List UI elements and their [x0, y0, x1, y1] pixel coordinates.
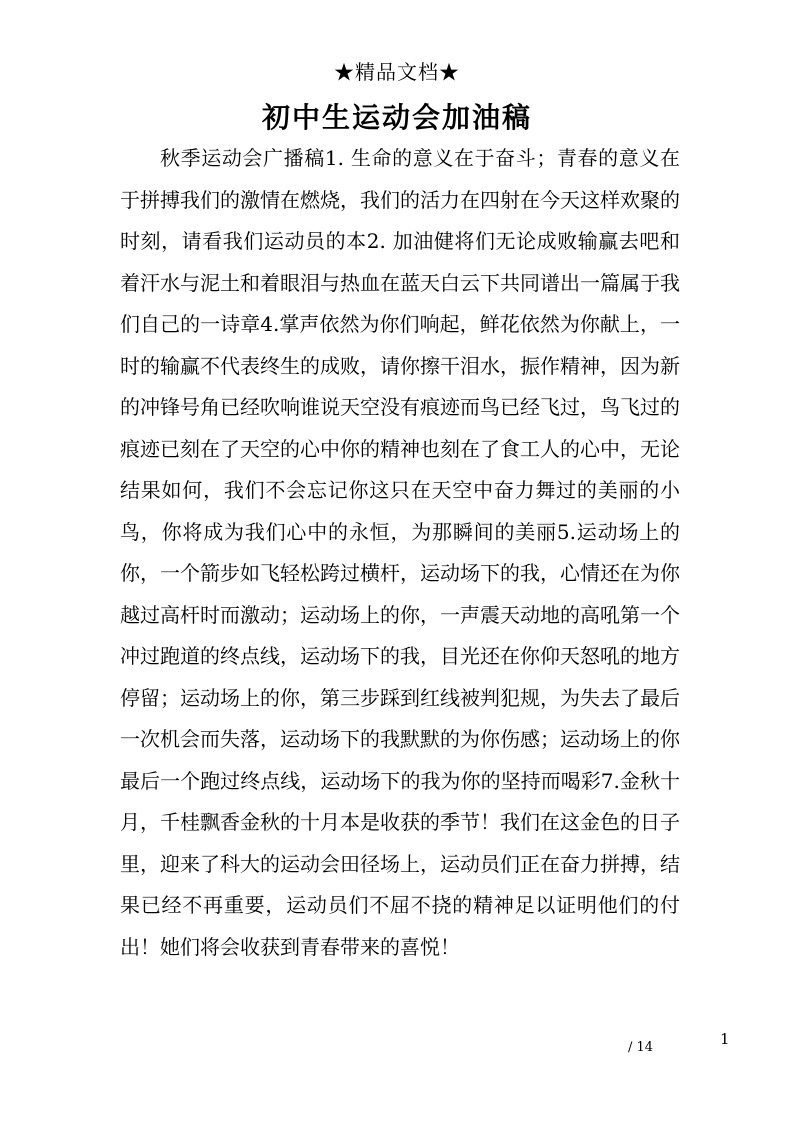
page-total: / 14 — [628, 1040, 654, 1055]
header-mark: ★精品文档★ — [334, 60, 460, 84]
document-body: 秋季运动会广播稿1. 生命的意义在于奋斗；青春的意义在于拼搏我们的激情在燃烧，我们的活力在四射在今天这样欢聚的时刻，请看我们运动员的本2. 加油健将们无论成败输赢去吧和着汗水与泥土和着眼泪与热血在蓝天白云下共同谱出一篇属于我们自己的一诗章4.掌声依然为你们响起，鲜花依然为你献上，一时的输赢不代表终生的成败，请你擦干泪水，振作精神，因为新的冲锋号角已经吹响谁说天空没有痕迹而鸟已经飞过，鸟飞过的痕迹已刻在了天空的心中你的精神也刻在了食工人的心中，无论结果如何，我们不会忘记你这只在天空中奋力舞过的美丽的小鸟，你将成为我们心中的永恒，为那瞬间的美丽5.运动场上的你，一个箭步如飞轻松跨过横杆，运动场下的我，心情还在为你越过高杆时而激动；运动场上的你，一声震天动地的高吼第一个冲过跑道的终点线，运动场下的我，目光还在你仰天怒吼的地方停留；运动场上的你，第三步踩到红线被判犯规，为失去了最后一次机会而失落，运动场下的我默默的为你伤感；运动场上的你最后一个跑过终点线，运动场下的我为你的坚持而喝彩7.金秋十月，千桂飘香金秋的十月本是收获的季节！我们在这金色的日子里，迎来了科大的运动会田径场上，运动员们正在奋力拼搏，结果已经不再重要，运动员们不屈不挠的精神足以证明他们的付出！她们将会收获到青春带来的喜悦！ — [120, 146, 680, 959]
page-number: 1 — [720, 1030, 730, 1048]
document-title: 初中生运动会加油稿 — [261, 101, 532, 134]
